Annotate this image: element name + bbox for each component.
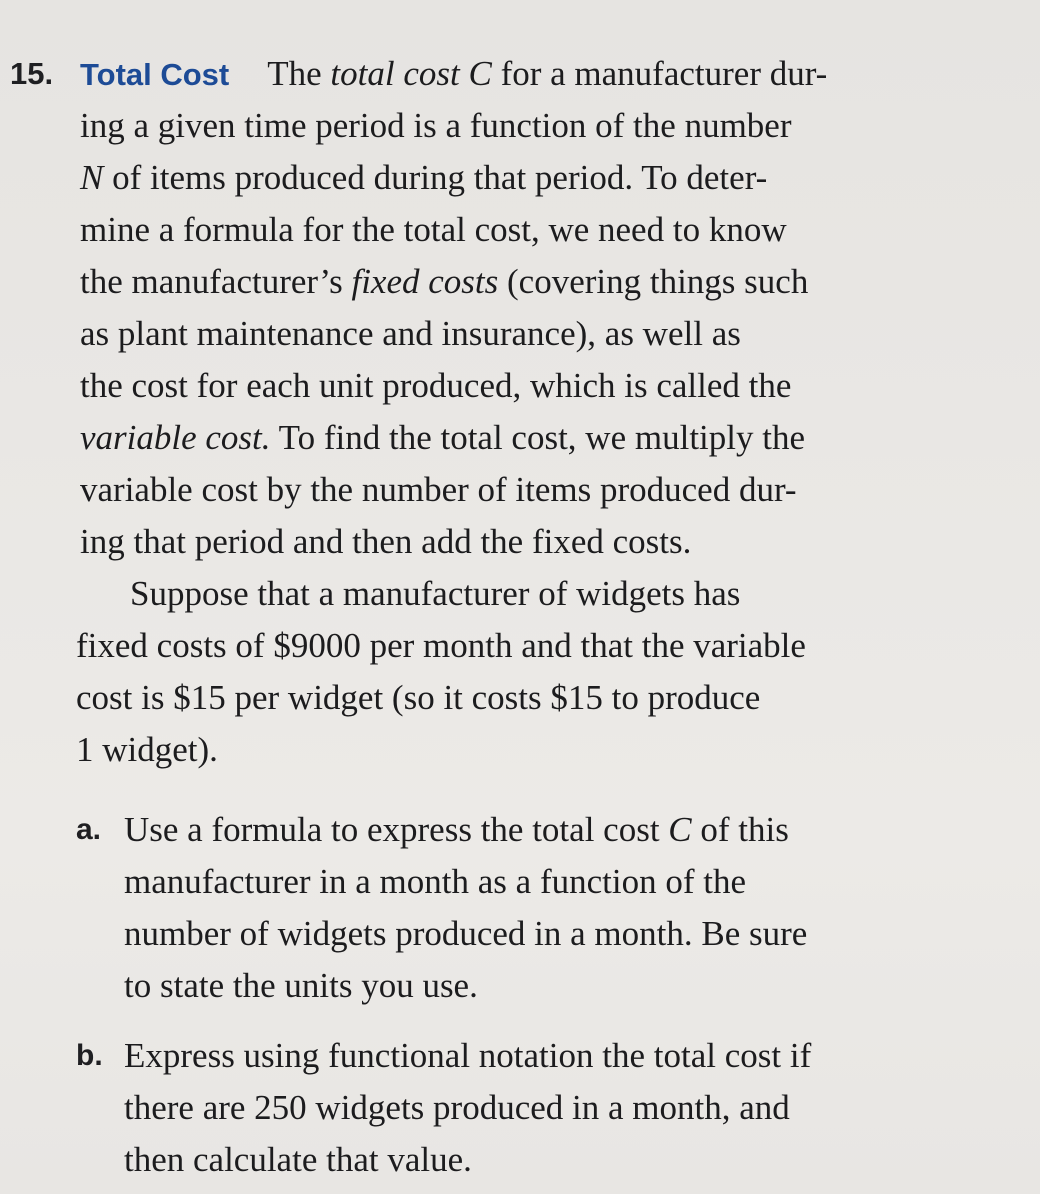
- part-a-line-2: manufacturer in a month as a function of the: [124, 862, 747, 901]
- part-b-line-2: there are 250 widgets produced in a month, and: [124, 1088, 790, 1127]
- paragraph-1-line-4: mine a formula for the total cost, we need to know: [80, 210, 787, 249]
- paragraph-2-line-2: fixed costs of $9000 per month and that the variable: [76, 626, 806, 665]
- paragraph-1-line-7: the cost for each unit produced, which is called the: [80, 366, 792, 405]
- part-a-letter: a.: [76, 813, 102, 846]
- text-run: of items produced during that period. To deter-: [103, 158, 768, 197]
- paragraph-1-line-2: ing a given time period is a function of the number: [80, 106, 792, 145]
- paragraph-1-line-9: variable cost by the number of items produced dur-: [80, 470, 797, 509]
- paragraph-2-line-1: Suppose that a manufacturer of widgets has: [130, 574, 741, 613]
- paragraph-1-line-5: [80, 256, 808, 308]
- part-a-line-1: [124, 804, 789, 856]
- term-variable-cost: variable cost.: [80, 418, 271, 457]
- part-b-line-1: Express using functional notation the total cost if: [124, 1036, 812, 1075]
- part-a-line-3: number of widgets produced in a month. Be sure: [124, 914, 808, 953]
- paragraph-1-line-1: [80, 48, 827, 100]
- text-run: of this: [691, 810, 789, 849]
- problem-number: 15.: [10, 56, 54, 91]
- paragraph-2-line-4: 1 widget).: [76, 730, 218, 769]
- variable-c: C: [668, 810, 692, 849]
- problem-heading: Total Cost: [80, 57, 230, 92]
- part-b-line-3: then calculate that value.: [124, 1140, 472, 1179]
- paragraph-1-line-8: [80, 412, 805, 464]
- paragraph-1-line-10: ing that period and then add the fixed costs.: [80, 522, 692, 561]
- paragraph-1-line-3: [80, 152, 767, 204]
- part-a-line-4: to state the units you use.: [124, 966, 478, 1005]
- variable-n: N: [80, 158, 104, 197]
- text-run: (covering things such: [498, 262, 809, 301]
- paragraph-2-line-3: cost is $15 per widget (so it costs $15 to produce: [76, 678, 761, 717]
- text-run: To find the total cost, we multiply the: [270, 418, 805, 457]
- part-b-letter: b.: [76, 1039, 103, 1072]
- paragraph-1-line-6: as plant maintenance and insurance), as well as: [80, 314, 741, 353]
- text-run: the manufacturer’s: [80, 262, 352, 301]
- text-run: The: [267, 54, 331, 93]
- term-total-cost: total cost C: [330, 54, 492, 93]
- text-run: Use a formula to express the total cost: [124, 810, 669, 849]
- term-fixed-costs: fixed costs: [351, 262, 499, 301]
- text-run: for a manufacturer dur-: [491, 54, 828, 93]
